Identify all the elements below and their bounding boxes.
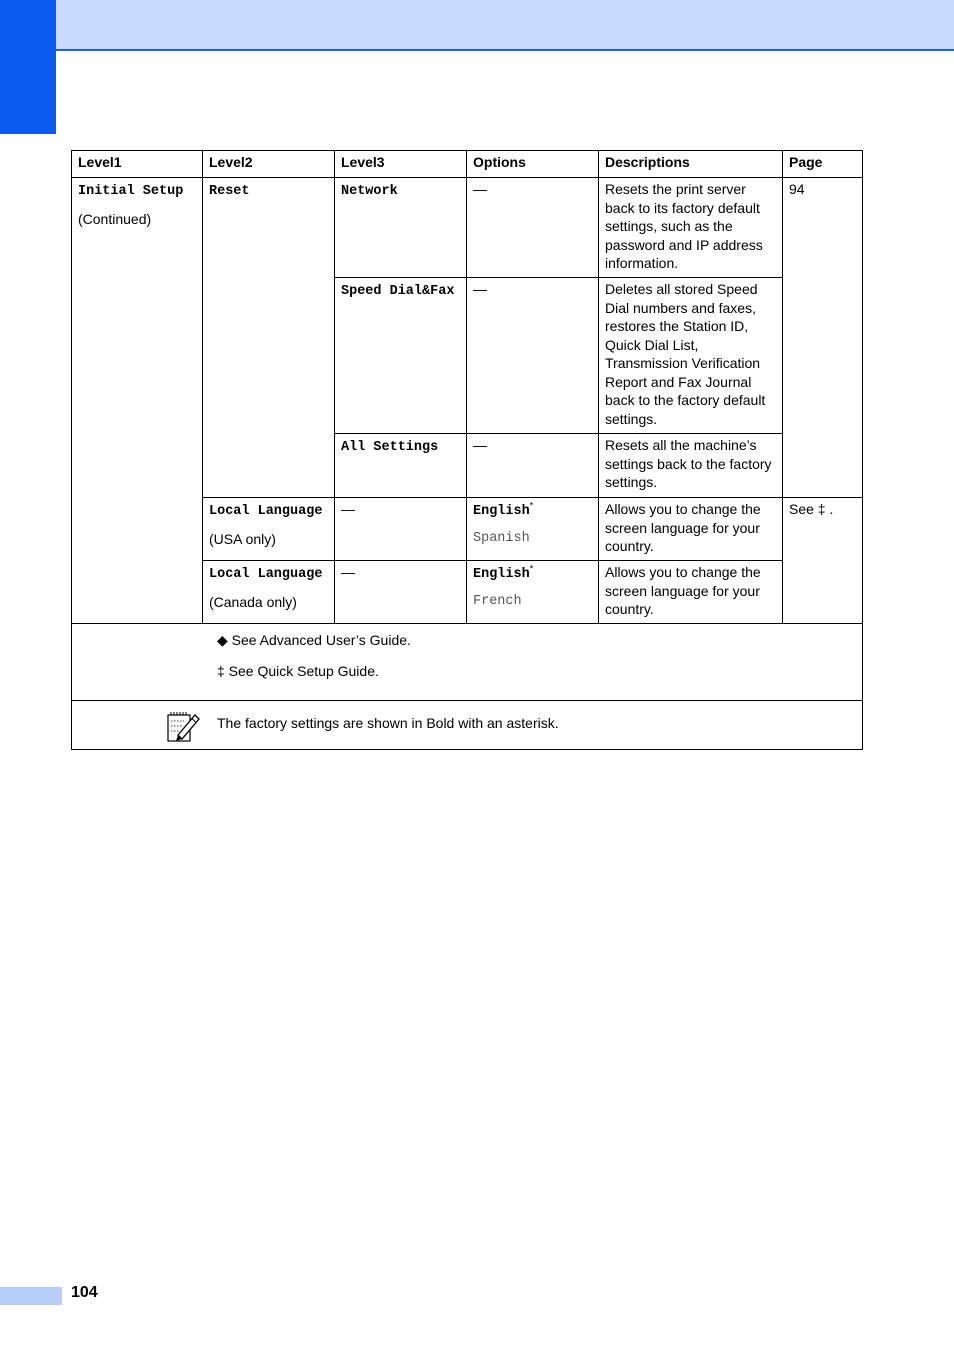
footnote-advanced-guide: ◆ See Advanced User’s Guide. bbox=[217, 632, 411, 648]
footnote-row bbox=[72, 624, 863, 701]
level3-cell bbox=[335, 434, 467, 498]
region-note: (Canada only) bbox=[209, 593, 297, 610]
pencil-memo-icon bbox=[166, 709, 200, 748]
level3-all-settings: All Settings bbox=[341, 440, 439, 455]
page-number-tab bbox=[0, 1287, 62, 1305]
option-cell: — bbox=[467, 434, 599, 498]
default-asterisk: * bbox=[529, 500, 534, 511]
level3-speed-dial-fax: Speed Dial&Fax bbox=[341, 284, 455, 299]
default-asterisk: * bbox=[529, 563, 534, 574]
description-cell: Resets all the machine’s settings back to the factory settings. bbox=[599, 434, 783, 498]
level3-cell bbox=[335, 178, 467, 278]
col-header-descriptions: Descriptions bbox=[599, 151, 783, 178]
description-cell: Resets the print server back to its factory default settings, such as the password and IP address information. bbox=[599, 178, 783, 278]
page-cell: See ‡ . bbox=[783, 498, 863, 624]
info-note-text: The factory settings are shown in Bold with an asterisk. bbox=[217, 715, 559, 731]
col-header-page: Page bbox=[783, 151, 863, 178]
header-row bbox=[72, 151, 863, 178]
footnote-cell bbox=[72, 624, 863, 701]
option-default: English bbox=[473, 504, 530, 519]
col-header-level3: Level3 bbox=[335, 151, 467, 178]
option-alternative: Spanish bbox=[473, 530, 530, 546]
level2-local-language: Local Language bbox=[209, 504, 323, 519]
option-cell bbox=[467, 561, 599, 624]
level3-cell: — bbox=[335, 498, 467, 561]
chapter-tab bbox=[0, 0, 56, 134]
region-note: (USA only) bbox=[209, 530, 276, 547]
option-alternative: French bbox=[473, 593, 522, 609]
level1-cell bbox=[72, 178, 203, 624]
level3-cell: — bbox=[335, 561, 467, 624]
level3-network: Network bbox=[341, 184, 398, 199]
level1-note: (Continued) bbox=[78, 210, 152, 227]
info-row bbox=[72, 701, 863, 750]
level2-local-language: Local Language bbox=[209, 567, 323, 582]
page-number: 104 bbox=[71, 1284, 98, 1301]
page-cell: 94 bbox=[783, 178, 863, 498]
description-cell: Deletes all stored Speed Dial numbers and faxes, restores the Station ID, Quick Dial List, Transmission Verification Report and Fax Journal back to the factory default settings. bbox=[599, 278, 783, 434]
level2-reset: Reset bbox=[209, 184, 250, 199]
description-cell: Allows you to change the screen language for your country. bbox=[599, 498, 783, 561]
info-cell bbox=[72, 701, 863, 750]
level2-language-cell bbox=[203, 498, 335, 561]
option-cell: — bbox=[467, 278, 599, 434]
col-header-level1: Level1 bbox=[72, 151, 203, 178]
option-default: English bbox=[473, 567, 530, 582]
col-header-level2: Level2 bbox=[203, 151, 335, 178]
level2-language-cell bbox=[203, 561, 335, 624]
header-band bbox=[0, 0, 954, 51]
table-row bbox=[72, 178, 863, 278]
option-cell bbox=[467, 498, 599, 561]
level1-name: Initial Setup bbox=[78, 184, 184, 199]
level2-reset-cell bbox=[203, 178, 335, 498]
col-header-options: Options bbox=[467, 151, 599, 178]
option-cell: — bbox=[467, 178, 599, 278]
settings-table bbox=[71, 150, 863, 750]
level3-cell bbox=[335, 278, 467, 434]
description-cell: Allows you to change the screen language for your country. bbox=[599, 561, 783, 624]
footnote-quick-setup: ‡ See Quick Setup Guide. bbox=[217, 663, 379, 679]
